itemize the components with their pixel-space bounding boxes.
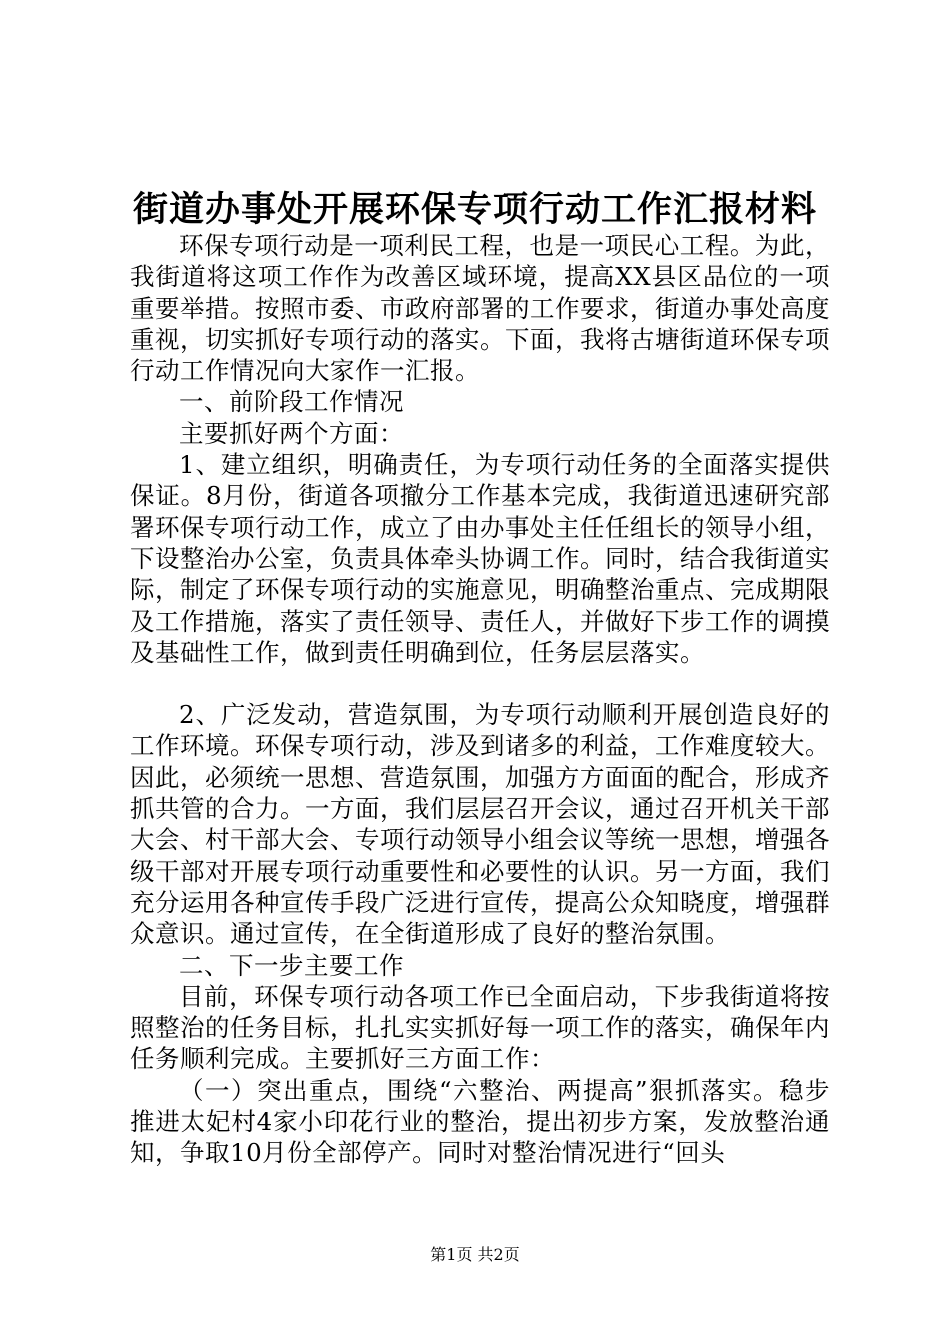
paragraph-two-aspects: 主要抓好两个方面： xyxy=(179,418,404,448)
heading-section-2: 二、下一步主要工作 xyxy=(179,950,404,980)
paragraph-subitem-1: （一）突出重点，围绕“六整治、两提高”狠抓落实。稳步推进太妃村4家小印花行业的整治，提出初步方案，发放整治通知，争取10月份全部停产。同时对整治情况进行“回头 xyxy=(130,1075,830,1168)
paragraph-next-steps: 目前，环保专项行动各项工作已全面启动，下步我街道将按照整治的任务目标，扎扎实实抓好每一项工作的落实，确保年内任务顺利完成。主要抓好三方面工作： xyxy=(130,981,830,1074)
heading-section-1: 一、前阶段工作情况 xyxy=(179,387,404,417)
document-title: 街道办事处开展环保专项行动工作汇报材料 xyxy=(132,189,817,230)
document-body xyxy=(130,230,830,1169)
paragraph-item-1: 1、建立组织，明确责任，为专项行动任务的全面落实提供保证。8月份，街道各项撤分工作基本完成，我街道迅速研究部署环保专项行动工作，成立了由办事处主任任组长的领导小组，下设整治办公室，负责具体牵头协调工作。同时，结合我街道实际，制定了环保专项行动的实施意见，明确整治重点、完成期限及工作措施，落实了责任领导、责任人，并做好下步工作的调摸及基础性工作，做到责任明确到位，任务层层落实。 xyxy=(130,450,830,667)
paragraph-item-2: 2、广泛发动，营造氛围，为专项行动顺利开展创造良好的工作环境。环保专项行动，涉及到诸多的利益，工作难度较大。因此，必须统一思想、营造氛围，加强方方面面的配合，形成齐抓共管的合力。一方面，我们层层召开会议，通过召开机关干部大会、村干部大会、专项行动领导小组会议等统一思想，增强各级干部对开展专项行动重要性和必要性的认识。另一方面，我们充分运用各种宣传手段广泛进行宣传，提高公众知晓度，增强群众意识。通过宣传，在全街道形成了良好的整治氛围。 xyxy=(130,700,830,949)
page-footer: 第1页 共2页 xyxy=(430,1245,520,1264)
paragraph-intro: 环保专项行动是一项利民工程，也是一项民心工程。为此，我街道将这项工作作为改善区域环境，提高XX县区品位的一项重要举措。按照市委、市政府部署的工作要求，街道办事处高度重视，切实抓好专项行动的落实。下面，我将古塘街道环保专项行动工作情况向大家作一汇报。 xyxy=(130,231,830,386)
